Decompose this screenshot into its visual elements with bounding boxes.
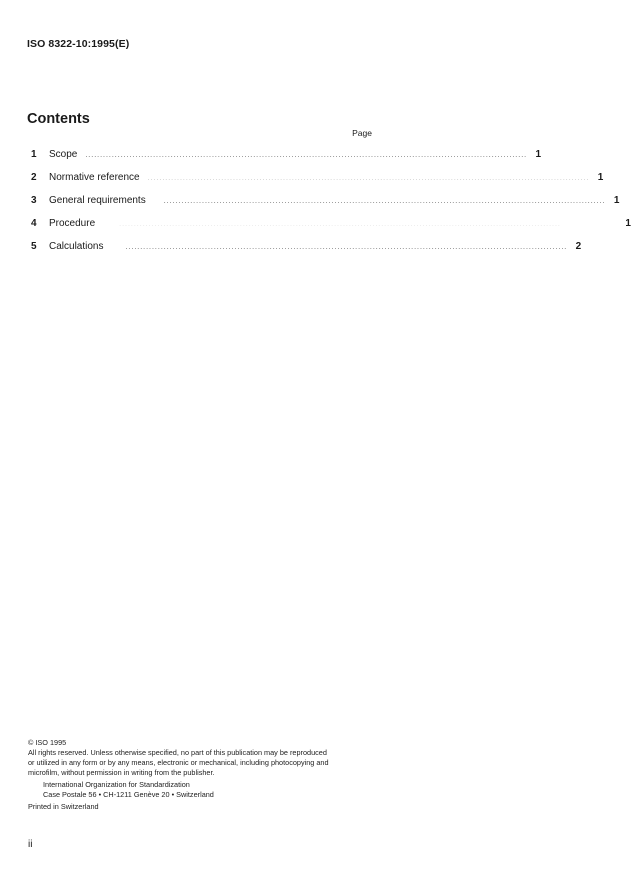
- contents-heading: Contents: [27, 111, 90, 127]
- toc-entry-label: Normative reference: [49, 172, 140, 183]
- toc-entry-number: 2: [31, 172, 37, 183]
- toc-entry-page: 1: [535, 149, 542, 160]
- toc-entry-label: Scope: [49, 149, 78, 160]
- copyright-block: [28, 738, 378, 812]
- toc-entry-number: 1: [31, 149, 37, 160]
- toc-entry-procedure[interactable]: [31, 218, 631, 241]
- rights-notice-line: All rights reserved. Unless otherwise specified, no part of this publication may be reproduced: [28, 748, 327, 757]
- toc-entry-number: 5: [31, 241, 37, 252]
- organization-address: Case Postale 56 • CH-1211 Genève 20 • Switzerland: [43, 790, 214, 799]
- toc-leader-dots: ......................................................................................................................................................: [85, 152, 528, 159]
- toc-entry-calculations[interactable]: [31, 241, 582, 264]
- table-of-contents: [31, 149, 631, 264]
- toc-leader-dots: ......................................................................................................................................................: [119, 221, 561, 228]
- printed-in: Printed in Switzerland: [28, 802, 99, 811]
- toc-entry-label: Procedure: [49, 218, 96, 229]
- toc-leader-dots: ......................................................................................................................................................: [163, 198, 606, 205]
- toc-entry-normative-reference[interactable]: [31, 172, 604, 195]
- page-number: ii: [28, 839, 33, 850]
- page-column-label: Page: [352, 128, 372, 138]
- document-identifier: ISO 8322-10:1995(E): [27, 38, 130, 50]
- toc-entry-scope[interactable]: [31, 149, 542, 172]
- toc-entry-page: 1: [597, 172, 604, 183]
- toc-entry-number: 3: [31, 195, 37, 206]
- copyright-line: © ISO 1995: [28, 738, 67, 747]
- rights-notice-line: microfilm, without permission in writing from the publisher.: [28, 768, 215, 777]
- toc-entry-label: Calculations: [49, 241, 104, 252]
- toc-entry-number: 4: [31, 218, 37, 229]
- toc-entry-label: General requirements: [49, 195, 146, 206]
- toc-entry-general-requirements[interactable]: [31, 195, 620, 218]
- toc-entry-page: 1: [613, 195, 620, 206]
- toc-entry-page: 1: [625, 218, 631, 229]
- rights-notice-line: or utilized in any form or by any means, electronic or mechanical, including photocopying and: [28, 758, 329, 767]
- toc-leader-dots: ......................................................................................................................................................: [147, 175, 590, 182]
- toc-entry-page: 2: [575, 241, 582, 252]
- organization-name: International Organization for Standardization: [43, 780, 190, 789]
- toc-leader-dots: ......................................................................................................................................................: [125, 244, 568, 251]
